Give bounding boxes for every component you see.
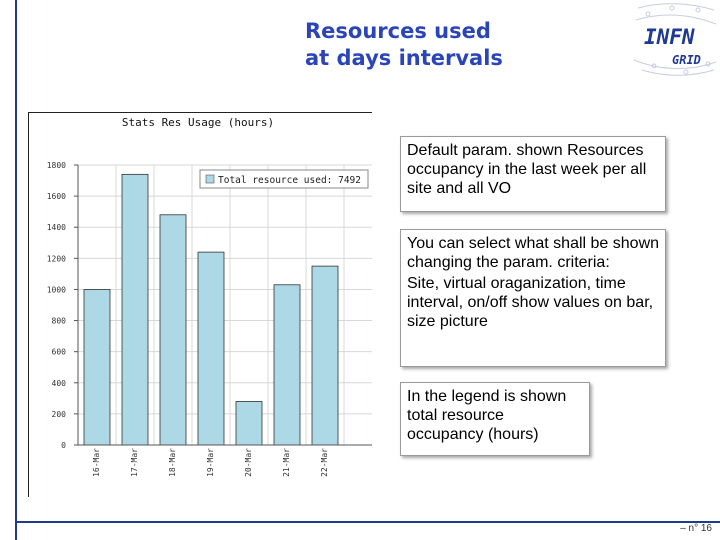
- y-tick-label: 1600: [46, 192, 66, 202]
- chart-border-left: [28, 112, 29, 497]
- y-tick-label: 1000: [46, 285, 66, 295]
- y-tick-label: 400: [51, 378, 66, 388]
- bar-19-Mar: [198, 252, 224, 445]
- y-tick-label: 200: [51, 409, 66, 419]
- logo-word-grid: GRID: [672, 53, 701, 67]
- bar-20-Mar: [236, 401, 262, 445]
- left-rule: [15, 0, 17, 540]
- callout-legend-info-text: In the legend is shown total resource occupancy (hours): [407, 388, 567, 443]
- x-tick-label: 18-Mar: [168, 448, 177, 477]
- bar-22-Mar: [312, 266, 338, 445]
- x-tick-label: 22-Mar: [320, 448, 329, 477]
- page-number: – n° 16: [680, 523, 712, 534]
- bar-chart: [28, 112, 372, 497]
- callout-param-criteria: [400, 229, 666, 367]
- x-tick-label: 16-Mar: [92, 448, 101, 477]
- y-tick-label: 0: [61, 441, 66, 450]
- y-tick-label: 800: [51, 316, 66, 326]
- title-line-1: Resources used: [305, 19, 491, 43]
- x-tick-label: 21-Mar: [282, 448, 291, 477]
- bar-21-Mar: [274, 285, 300, 445]
- bar-16-Mar: [84, 289, 110, 445]
- x-tick-label: 19-Mar: [206, 448, 215, 477]
- y-tick-label: 1400: [46, 223, 66, 233]
- y-tick-label: 1800: [46, 161, 66, 170]
- callout-default-params: [400, 136, 666, 212]
- slide-title: [305, 18, 605, 72]
- y-tick-label: 1200: [46, 254, 66, 264]
- callout-param-criteria-list: Site, virtual oraganization, time interval, on/off show values on bar, size picture: [407, 275, 654, 330]
- y-tick-label: 600: [51, 347, 66, 357]
- logo-word-infn: INFN: [644, 25, 695, 49]
- callout-legend-info: [400, 382, 590, 456]
- bar-17-Mar: [122, 174, 148, 445]
- chart-panel: [28, 112, 372, 497]
- x-tick-label: 20-Mar: [244, 448, 253, 477]
- legend-label: Total resource used: 7492: [218, 175, 361, 186]
- chart-bars: [84, 174, 338, 445]
- legend-swatch: [206, 175, 214, 183]
- bar-18-Mar: [160, 215, 186, 445]
- bottom-rule: [15, 521, 720, 523]
- callout-default-params-text: Default param. shown Resources occupancy in the last week per all site and all VO: [407, 142, 647, 197]
- chart-border-top: [28, 112, 372, 113]
- title-line-2: at days intervals: [305, 46, 503, 70]
- infn-grid-logo: [628, 0, 720, 80]
- chart-legend: [200, 170, 368, 188]
- callout-param-criteria-text: You can select what shall be shown changing the param. criteria:: [407, 235, 660, 271]
- x-tick-label: 17-Mar: [130, 448, 139, 477]
- chart-title: Stats Res Usage (hours): [121, 116, 275, 129]
